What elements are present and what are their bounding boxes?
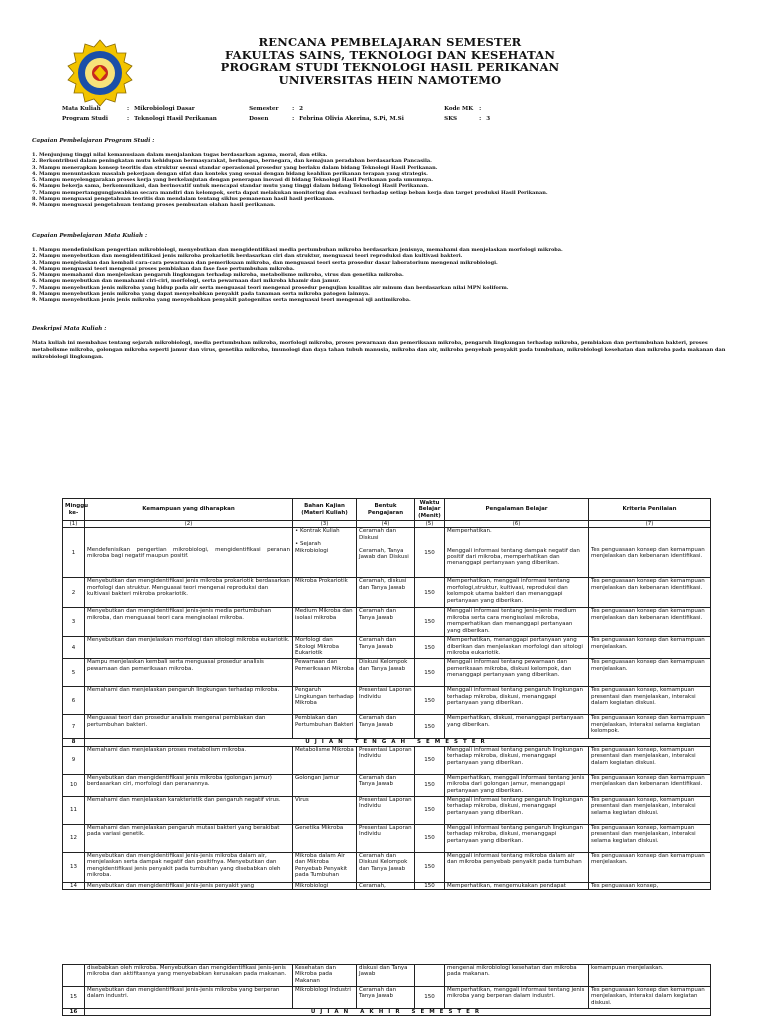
cpl-title: Capaian Pembelajaran Program Studi : (32, 138, 155, 144)
university-logo (64, 38, 136, 110)
list-item: 4. Mampu menuntaskan masalah pekerjaan dengan sifat dan konteks yang sesuai dengan bidang keahlian perikanan terapan yang strategis. (32, 170, 428, 177)
list-item: 9. Mampu menguasai pengetahuan tentang proses pembuatan olahan hasil perikanan. (32, 202, 276, 209)
list-item: 7. Mampu mempertanggungjawabkan secara mandiri dan kelompok, serta dapat melakukan monitoring dan evaluasi terhadap setiap beban kerja dan target produksi Hasil Perikanan. (32, 189, 548, 196)
table-row: 13 Menyebutkan dan mengidentifikasi jenis-jenis mikroba dalam air, menjelaskan serta dampak negatif dan positifnya. Menyebutkan dan mengidentifikasi jenis penyakit pada tumbuhan yang disebabkan oleh mikroba. Mikroba dalam Air dan Mikroba Penyebab Penyakit pada Tumbuhan Ceramah dan Diskusi Kelompok dan Tanya Jawab 150 Menggali informasi tentang mikroba dalam air dan mikroba penyebab penyakit pada tumbuhan Tes penguasaan konsep dan kemampuan menjelaskan. (63, 852, 711, 882)
meta-value: Febrina Olivia Akerina, S.Pi, M.Si (299, 116, 404, 122)
column-header: Kemampuan yang diharapkan (85, 499, 293, 521)
table-row: 15 Menyebutkan dan mengidentifikasi jenis-jenis mikroba yang berperan dalam industri. Mikrobiologi Industri Ceramah dan Tanya Jawab 150 Memperhatikan, menggali informasi tentang jenis mikroba yang berperan dalam industri. Tes penguasaan konsep dan kemampuan menjelaskan, interaksi dalam kegiatan diskusi. (63, 987, 711, 1009)
table-row: 6 Memahami dan menjelaskan pengaruh lingkungan terhadap mikroba. Pengaruh Lingkungan terhadap Mikroba Presentasi Laporan Individu 150 Menggali informasi tentang pengaruh lingkungan terhadap mikroba, diskusi, menanggapi pertanyaan yang diberikan. Tes penguasaan konsep, kemampuan presentasi dan menjelaskan, interaksi dalam kegiatan diskusi. (63, 687, 711, 715)
column-number: (1) (63, 521, 85, 528)
column-header: Waktu Belajar (Menit) (415, 499, 445, 521)
table-row: 5 Mampu menjelaskan kembali serta menguasai prosedur analisis pewarnaan dan pemeriksaan mikroba. Pewarnaan dan Pemeriksaan Mikroba Diskusi Kelompok dan Tanya Jawab 150 Menggali informasi tentang pewarnaan dan pemeriksaan mikroba, diskusi kelompok, dan menanggapi pertanyaan yang diberikan. Tes penguasaan konsep dan kemampuan menjelaskan. (63, 659, 711, 687)
table-row: disebabkan oleh mikroba. Menyebutkan dan mengidentifikasi jenis-jenis mikroba dan aktifitasnya yang menyebabkan kerusakan pada makanan. Kesehatan dan Mikroba pada Makanan diskusi dan Tanya Jawab mengenai mikrobiologi kesehatan dan mikroba pada makanan. kemampuan menjelaskan. (63, 965, 711, 987)
table-row: 9 Memahami dan menjelaskan proses metabolism mikroba. Metabolisme Mikroba Presentasi Laporan Individu 150 Menggali informasi tentang pengaruh lingkungan terhadap mikroba, diskusi, menanggapi pertanyaan yang diberikan. Tes penguasaan konsep, kemampuan presentasi dan menjelaskan, interaksi dalam kegiatan diskusi. (63, 746, 711, 774)
cpmk-title: Capaian Pembelajaran Mata Kuliah : (32, 233, 148, 239)
column-number: (7) (589, 521, 711, 528)
list-item: 3. Mampu menjelaskan dan kembali cara-cara pewarnaan dan pemeriksaan mikroba, dan menguasai teori serta prosedur dasar laboratorium mengenai mikrobiologi. (32, 259, 498, 266)
description-title: Deskripsi Mata Kuliah : (32, 326, 107, 332)
table-row: 1 Mendefenisikan pengertian mikrobiologi, mengidentifikasi peranan mikroba bagi negatif maupun positif. • Kontrak Kuliah • Sejarah Mikrobiologi Ceramah dan Diskusi Ceramah, Tanya Jawab dan Diskusi 150 Memperhatikan. Menggali informasi tentang dampak negatif dan positif dari mikroba, memperhatikan dan menanggapi pertanyaan yang diberikan. Tes penguasaan konsep dan kemampuan menjelaskan dan kebenaran identifikasi. (63, 528, 711, 578)
column-number: (2) (85, 521, 293, 528)
header-university: UNIVERSITAS HEIN NAMOTEMO (278, 72, 502, 87)
list-item: 4. Mampu menguasai teori mengenai proses pembiakan dan fase fase pertumbuhan mikroba. (32, 265, 295, 272)
column-header: Pengalaman Belajar (445, 499, 589, 521)
table-row: 3 Menyebutkan dan mengidentifikasi jenis-jenis media pertumbuhan mikroba, dan menguasai teori cara mengisolasi mikroba. Medium Mikroba dan isolasi mikroba Ceramah dan Tanya Jawab 150 Menggali informasi tentang jenis-jenis medium mikroba serta cara mengisolasi mikroba, memperhatikan dan menanggapi pertanyaan yang diberikan. Tes penguasaan konsep dan kemampuan menjelaskan dan kebenaran identifikasi. (63, 608, 711, 637)
header-title: RENCANA PEMBELAJARAN SEMESTER (258, 35, 522, 49)
list-item: 3. Mampu menerapkan konsep teoritis dan struktur sesuai standar operasional prosedur yang berlaku dalam bidang Teknologi Hasil Perikanan. (32, 164, 438, 171)
column-header: Bentuk Pengajaran (357, 499, 415, 521)
table-body-first-half (63, 528, 711, 890)
table-row: 12 Memahami dan menjelaskan pengaruh mutasi bakteri yang berakibat pada variasi genetik. Genetika Mikroba Presentasi Laporan Individu 150 Menggali informasi tentang pengaruh lingkungan terhadap mikroba, diskusi, menanggapi pertanyaan yang diberikan. Tes penguasaan konsep, kemampuan presentasi dan menjelaskan, interaksi selama kegiatan diskusi. (63, 824, 711, 852)
meta-value: Mikrobiologi Dasar (134, 106, 195, 112)
cpmk-list (32, 247, 732, 304)
list-item: 9. Mampu menyebutkan jenis jenis mikroba yang menyebabkan penyakit patogenitas serta menguasai teori mengenai uji antimikroba. (32, 297, 411, 304)
document-header (150, 36, 630, 86)
rps-table-continued (62, 964, 711, 1016)
description-text: Mata kuliah ini membahas tentang sejarah mikrobiologi, media pertumbuhan mikroba, morfologi mikroba, proses pewarnaan dan pemeriksaan mikroba, pengaruh lingkungan terhadap mikroba, pembiakan dan pertumbuhan bakteri, proses metabolisme mikroba, golongan mikroba seperti jamur dan virus, genetika mikroba, imunologi dan daya tahan tubuh manusia, mikroba dan air, mikroba penyebab penyakit pada tumbuhan, mikrobiologi kesehatan dan mikroba pada makanan dan mikrobiologi lingkungan. (32, 340, 726, 360)
list-item: 1. Mampu mendefinisikan pengertian mikrobiologi, menyebutkan dan mengidentifikasi media pertumbuhan mikroba berdasarkan jenisnya, memahami dan menjelaskan morfologi mikroba. (32, 247, 563, 253)
column-number: (5) (415, 521, 445, 528)
meta-label: SKS (444, 116, 458, 122)
list-item: 8. Mampu menyebutkan jenis mikroba yang dapat menyebabkan penyakit pada tanaman serta mikroba patogen lainnya. (32, 291, 370, 298)
column-number-row (63, 521, 711, 528)
column-header: Kriteria Penilaian (589, 499, 711, 521)
table-row: 4 Menyebutkan dan menjelaskan morfologi dan sitologi mikroba eukariotik. Morfologi dan Sitologi Mikroba Eukariotik Ceramah dan Tanya Jawab 150 Memperhatikan, menanggapi pertanyaan yang diberikan dan menjelaskan morfologi dan sitologi mikroba eukariotik. Tes penguasaan konsep dan kemampuan menjelaskan. (63, 637, 711, 659)
header-faculty: FAKULTAS SAINS, TEKNOLOGI DAN KESEHATAN (224, 47, 556, 62)
table-row: 14 Menyebutkan dan mengidentifikasi jenis-jenis penyakit yang Mikrobiologi Ceramah, 150 Memperhatikan, mengemukakan pendapat Tes penguasaan konsep, (63, 882, 711, 889)
meta-label: Mata Kuliah (62, 106, 101, 112)
meta-value: 2 (299, 106, 304, 112)
column-header: Bahan Kajian (Materi Kuliah) (293, 499, 357, 521)
table-header-row (63, 499, 711, 521)
meta-label: Program Studi (62, 116, 108, 122)
course-meta: Mata Kuliah : Mikrobiologi Dasar Semester : 2 Kode MK : Program Studi : Teknologi Hasil Perikanan Dosen : Febrina Olivia Akerina, S.Pi, M.Si SKS : 3 (60, 103, 495, 125)
list-item: 8. Mampu menguasai pengetahuan teoritis dan mendalam tentang siklus pemanenan hasil hasil perikanan. (32, 196, 335, 203)
list-item: 6. Mampu menyebutkan dan memahami ciri-ciri, morfologi, serta pewarnaan dari mikroba khamir dan jamur. (32, 278, 341, 285)
list-item: 6. Mampu bekerja sama, berkomunikasi, dan berinovatif untuk mencapai standar mutu yang tinggi dalam bidang Teknologi Hasil Perikanan. (32, 183, 429, 190)
column-number: (6) (445, 521, 589, 528)
meta-label: Kode MK (444, 106, 474, 112)
column-number: (3) (293, 521, 357, 528)
table-row: 10 Menyebutkan dan mengidentifikasi jenis mikroba (golongan jamur) berdasarkan ciri, morfologi dan peranannya. Golongan Jamur Ceramah dan Tanya Jawab 150 Memperhatikan, menggali informasi tentang jenis mikroba dari golongan jamur, menanggapi pertanyaan yang diberikan. Tes penguasaan konsep dan kemampuan menjelaskan dan kebenaran identifikasi. (63, 774, 711, 796)
meta-value: Teknologi Hasil Perikanan (134, 116, 217, 122)
uas-row: 16 UJIAN AKHIR SEMESTER (63, 1009, 711, 1016)
column-number: (4) (357, 521, 415, 528)
meta-label: Semester (249, 106, 279, 112)
table-row: 11 Memahami dan menjelaskan karakteristik dan pengaruh negatif virus. Virus Presentasi Laporan Individu 150 Menggali informasi tentang pengaruh lingkungan terhadap mikroba, diskusi, menanggapi pertanyaan yang diberikan. Tes penguasaan konsep, kemampuan presentasi dan menjelaskan, interaksi selama kegiatan diskusi. (63, 796, 711, 824)
column-header: Minggu ke- (63, 499, 85, 521)
table-row: 2 Menyebutkan dan mengidentifikasi jenis mikroba prokariotik berdasarkan morfologi dan struktur. Menguasai teori mengenai reproduksi dan kultivasi bakteri mikroba prokariotik. Mikroba Prokariotik Ceramah, diskusi dan Tanya Jawab 150 Memperhatikan, menggali informasi tentang morfologi,struktur, kultivasi, reproduksi dan kelompok utama bakteri dan menanggapi pertanyaan yang diberikan. Tes penguasaan konsep dan kemampuan menjelaskan dan kebenaran identifikasi. (63, 578, 711, 608)
uts-row: 8 UJIAN TENGAH SEMESTER (63, 739, 711, 746)
rps-table (62, 498, 711, 890)
meta-label: Dosen (249, 116, 269, 122)
uts-label: UJIAN TENGAH SEMESTER (85, 739, 711, 746)
cpl-list (32, 152, 732, 209)
table-row: 7 Menguasai teori dan prosedur analisis mengenai pembiakan dan pertumbuhan bakteri. Pembiakan dan Pertumbuhan Bakteri Ceramah dan Tanya Jawab 150 Memperhatikan, diskusi, menanggapi pertanyaan yang diberikan. Tes penguasaan konsep dan kemampuan menjelaskan, interaksi selama kegiatan kelompok. (63, 715, 711, 739)
header-program: PROGRAM STUDI TEKNOLOGI HASIL PERIKANAN (220, 60, 560, 74)
list-item: 1. Menjunjung tinggi nilai kemanusiaan dalam menjalankan tugas berdasarkan agama, moral, dan etika. (32, 152, 328, 158)
uas-label: UJIAN AKHIR SEMESTER (85, 1009, 711, 1016)
list-item: 5. Mampu menyelenggarakan proses kerja yang berkelanjutan dengan penerapan inovasi di bidang Teknologi Hasil Perikanan pada umumnya. (32, 177, 434, 184)
list-item: 2. Mampu menyebutkan dan mengidentifikasi jenis mikroba prokariotik berdasarkan ciri dan struktur, menguasai teori reproduksi dan kultivasi bakteri. (32, 253, 463, 260)
meta-value: 3 (486, 116, 491, 122)
meta-value (486, 105, 493, 113)
list-item: 7. Mampu menyebutkan jenis mikroba yang hidup pada air serta menguasai teori mengenai prosedur pengujian kualitas air minum dan berdasarkan nilai MPN koliform. (32, 284, 509, 291)
list-item: 5. Mampu memahami dan menjelaskan pengaruh lingkungan terhadap mikroba, metabolisme mikroba, virus dan genetika mikroba. (32, 272, 404, 279)
list-item: 2. Berkontribusi dalam peningkatan mutu kehidupan bermasyarakat, berbangsa, bernegara, dan kemajuan peradaban berdasarkan Pancasila. (32, 158, 432, 165)
